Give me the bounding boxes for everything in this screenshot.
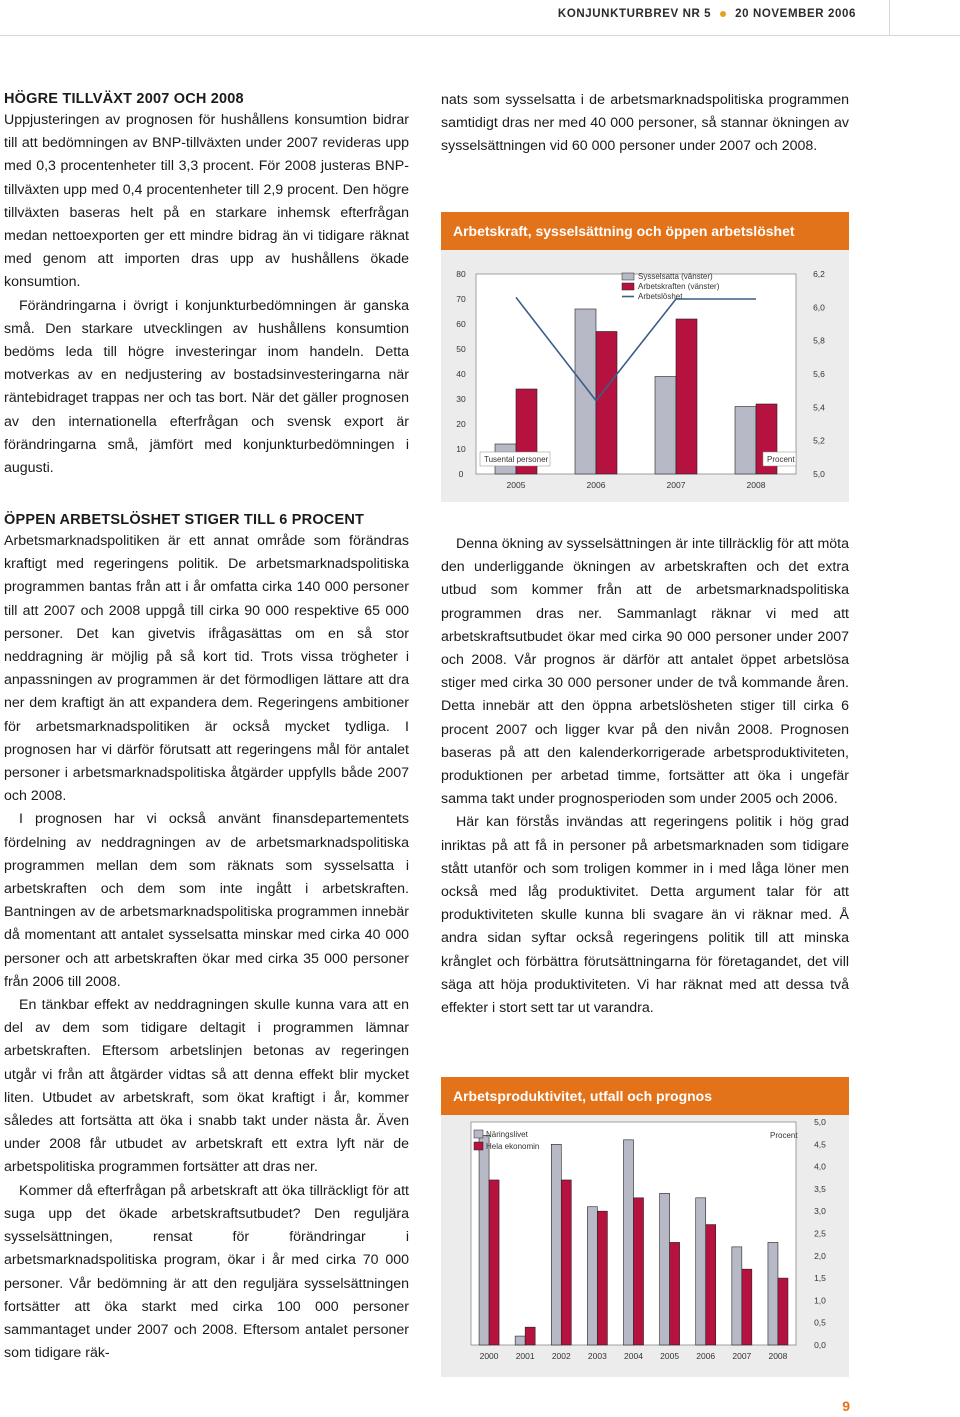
page-number: 9	[842, 1398, 850, 1414]
separator-dot-icon	[720, 11, 726, 17]
y-tick-label-right: 6,0	[813, 302, 825, 313]
bar	[597, 1211, 607, 1345]
paragraph: Förändringarna i övrigt i konjunkturbedömningen är ganska små. Den starkare utvecklingen av hushållens konsumtion bedöms leda till högre investeringar inom handeln. Detta motverkas av en nedjustering av bostadsinvesteringarna när räntebidraget trappas ner och tas bort. När det gäller prognosen av den internationella efterfrågan och svensk export är förändringarna små, jämfört med konjunkturbedömningen i augusti.	[4, 297, 409, 477]
right-column-top	[441, 89, 849, 159]
bar	[676, 319, 697, 474]
x-tick-label: 2004	[624, 1351, 643, 1361]
x-tick-label: 2001	[515, 1351, 535, 1361]
y-tick-label-left: 10	[456, 444, 466, 454]
x-tick-label: 2003	[587, 1351, 607, 1361]
header-rule	[0, 35, 960, 36]
y-tick-label-right: 4,5	[814, 1139, 826, 1150]
header-tab-box	[889, 0, 960, 35]
bar	[515, 1336, 525, 1345]
legend-label: Arbetslöshet	[638, 292, 683, 301]
paragraph: Kommer då efterfrågan på arbetskraft att öka tillräckligt för att suga upp det ökade arbetskraftsutbudet? Den reguljära sysselsättningen, rensat för förändringar i arbetsmarknadspolitiska program, ökar i år med cirka 70 000 personer. Vår bedömning är att den reguljära sysselsättningen fortsätter att öka starkt med cirka 100 000 personer sammantaget under 2007 och 2008. Eftersom antalet personer som tidigare räk-	[4, 1182, 409, 1362]
bar	[735, 407, 756, 475]
bar	[561, 1180, 571, 1345]
y-tick-label-right: 5,0	[813, 469, 825, 479]
left-column-bottom	[4, 510, 409, 1365]
issue-date: 20 NOVEMBER 2006	[735, 8, 856, 20]
unit-label-left: Tusental personer	[484, 455, 549, 464]
unit-label-right: Procent	[767, 455, 795, 464]
y-tick-label-left: 20	[456, 419, 466, 429]
paragraph: Uppjusteringen av prognosen för hushållens konsumtion bidrar till att bedömningen av BNP-tillväxten under 2007 revideras upp med 0,3 procentenheter till 3,3 procent. För 2008 justeras BNP-tillväxten upp med 0,4 procentenheter till 2,9 procent. Den högre tillväxten baseras helt på en starkare inhemsk efterfrågan medan nettoexporten ger ett mindre bidrag än vi tidigare räknat med genom att importen dras upp av hushållens ökade konsumtion.	[4, 112, 409, 291]
chart-arbetsproduktivitet-svg	[441, 1077, 849, 1377]
y-tick-label-right: 1,0	[814, 1295, 826, 1306]
legend-label: Hela ekonomin	[486, 1142, 540, 1151]
bar	[596, 332, 617, 475]
y-tick-label-left: 40	[456, 369, 466, 379]
running-header	[558, 8, 856, 20]
x-tick-label: 2008	[746, 480, 766, 490]
bar	[551, 1144, 561, 1345]
x-tick-label: 2005	[660, 1351, 680, 1361]
bar	[696, 1198, 706, 1345]
y-tick-label-right: 0,5	[814, 1317, 826, 1328]
y-tick-label-left: 0	[458, 469, 464, 479]
y-tick-label-right: 5,0	[814, 1117, 826, 1127]
y-tick-label-left: 60	[456, 319, 466, 329]
bar	[634, 1198, 644, 1345]
chart-arbetskraft-svg	[441, 212, 849, 502]
bar	[525, 1327, 535, 1345]
y-tick-label-right: 4,0	[814, 1161, 826, 1172]
y-tick-label-right: 0,0	[814, 1340, 826, 1350]
x-tick-label: 2007	[732, 1351, 752, 1361]
x-tick-label: 2006	[586, 480, 606, 490]
legend-label: Näringslivet	[486, 1130, 528, 1139]
bar	[575, 309, 596, 474]
y-tick-label-left: 30	[456, 394, 466, 404]
bar	[489, 1180, 499, 1345]
bar	[587, 1207, 597, 1345]
bar	[778, 1278, 788, 1345]
legend-label: Arbetskraften (vänster)	[638, 282, 720, 291]
chart-title: Arbetskraft, sysselsättning och öppen arbetslöshet	[441, 212, 849, 250]
chart-title: Arbetsproduktivitet, utfall och prognos	[441, 1077, 849, 1115]
legend-swatch	[622, 283, 634, 290]
y-tick-label-right: 3,0	[814, 1206, 826, 1217]
bar	[670, 1242, 680, 1345]
x-tick-label: 2002	[551, 1351, 571, 1361]
x-tick-label: 2005	[506, 480, 526, 490]
chart-arbetsproduktivitet	[441, 1077, 849, 1377]
y-tick-label-right: 1,5	[814, 1273, 826, 1284]
y-tick-label-right: 2,0	[814, 1250, 826, 1261]
heading-hogre-tillvaxt: HÖGRE TILLVÄXT 2007 OCH 2008	[4, 91, 244, 107]
y-tick-label-right: 5,6	[813, 369, 825, 379]
bar	[660, 1193, 670, 1345]
bar	[479, 1135, 489, 1345]
y-tick-label-right: 5,4	[813, 402, 825, 413]
heading-oppen-arbetsloshet: ÖPPEN ARBETSLÖSHET STIGER TILL 6 PROCENT	[4, 512, 365, 528]
legend-swatch	[474, 1142, 483, 1150]
x-tick-label: 2006	[696, 1351, 716, 1361]
y-tick-label-left: 50	[456, 344, 466, 354]
paragraph: nats som sysselsatta i de arbetsmarknadspolitiska programmen samtidigt dras ner med 40 000 personer, så stannar ökningen av sysselsättningen vid 60 000 personer under 2007 och 2008.	[441, 92, 849, 155]
y-tick-label-left: 70	[456, 294, 466, 304]
paragraph: Denna ökning av sysselsättningen är inte tillräcklig för att möta den underliggande ökningen av arbetskraften och det extra utbud som kommer från att de arbetsmarknadspolitiska programmen dras ner. Sammanlagt räknar vi med att arbetskraftsutbudet ökar med cirka 90 000 personer under 2007 och 2008. Vår prognos är därför att antalet öppet arbetslösa stiger med cirka 30 000 personer under de två kommande åren. Detta innebär att den öppna arbetslösheten stiger till cirka 6 procent 2007 och ligger kvar på den nivån 2008. Prognosen baseras på att den kalenderkorrigerade arbetsproduktiviteten, produktionen per arbetad timme, fortsätter att öka i ungefär samma takt under prognosperioden som under 2005 och 2006.	[441, 536, 849, 808]
chart-arbetskraft	[441, 212, 849, 502]
unit-label: Procent	[770, 1131, 798, 1140]
bar	[706, 1225, 716, 1345]
paragraph: Arbetsmarknadspolitiken är ett annat område som förändras kraftigt med regeringens politik. De arbetsmarknadspolitiska programmen bantas från att i år omfatta cirka 140 000 personer till att 2007 och 2008 uppgå till cirka 90 000 respektive 65 000 personer. Det kan givetvis ifrågasättas om en så stor neddragning är möjlig på så kort tid. Trots vissa trögheter i anpassningen av programmen är det förmodligen lättare att dra ner dem kraftigt än att expandera dem. Regeringens ambitioner för arbetsmarknadspolitiken är också mycket tydliga. I prognosen har vi därför förutsatt att regeringens mål för antalet personer i arbetsmarknadspolitiska åtgärder uppfylls både 2007 och 2008.	[4, 533, 409, 805]
paragraph: Här kan förstås invändas att regeringens politik i hög grad inriktas på att få in personer på arbetsmarknaden som tidigare stått utanför och som troligen kommer in i med låga löner men också med låg produktivitet. Detta argument talar för att produktiviteten skulle kunna bli svagare än vi räknar med. Å andra sidan syftar också regeringens politik till att minska krånglet och förbättra förutsättningarna för företagandet, det vill säga att höja produktiviteten. Vi har räknat med att dessa två effekter i stort sett tar ut varandra.	[441, 814, 849, 1017]
publication-title: KONJUNKTURBREV NR 5	[557, 8, 712, 20]
legend-swatch	[622, 273, 634, 280]
bar	[655, 377, 676, 475]
bar	[732, 1247, 742, 1345]
x-tick-label: 2008	[768, 1351, 788, 1361]
bar	[768, 1242, 778, 1345]
legend-swatch	[474, 1130, 483, 1138]
y-tick-label-left: 80	[456, 269, 466, 279]
paragraph: En tänkbar effekt av neddragningen skulle kunna vara att en del av dem som tidigare deltagit i programmen lämnar arbetskraften. Eftersom arbetslinjen betonas av regeringen utgår vi från att åtgärder vidtas så att denna effekt blir mycket liten. Utbudet av arbetskraft, som ökat kraftigt i år, kommer således att fortsätta att öka i snabb takt under nästa år. Även under 2008 får utbudet av arbetskraft ett extra lyft när de arbetspolitiska programmen fortsätter att dras ner.	[4, 997, 409, 1176]
y-tick-label-right: 5,8	[813, 335, 825, 346]
bar	[624, 1140, 634, 1345]
y-tick-label-right: 6,2	[813, 269, 825, 279]
left-column-top	[4, 89, 409, 480]
y-tick-label-right: 2,5	[814, 1228, 826, 1239]
right-column-middle	[441, 533, 849, 1020]
legend-label: Sysselsatta (vänster)	[638, 272, 713, 281]
y-tick-label-right: 5,2	[813, 435, 825, 446]
paragraph: I prognosen har vi också använt finansdepartementets fördelning av neddragningen av de arbetsmarknadspolitiska programmen mellan dem som räknats som sysselsatta i arbetskraften och dem som inte ingått i arbetskraften. Bantningen av de arbetsmarknadspolitiska programmen innebär då momentant att antalet sysselsatta minskar med cirka 40 000 personer och att arbetskraften ökar med cirka 35 000 personer från 2006 till 2008.	[4, 811, 409, 990]
y-tick-label-right: 3,5	[814, 1183, 826, 1194]
x-tick-label: 2000	[479, 1351, 499, 1361]
bar	[742, 1269, 752, 1345]
x-tick-label: 2007	[666, 480, 686, 490]
